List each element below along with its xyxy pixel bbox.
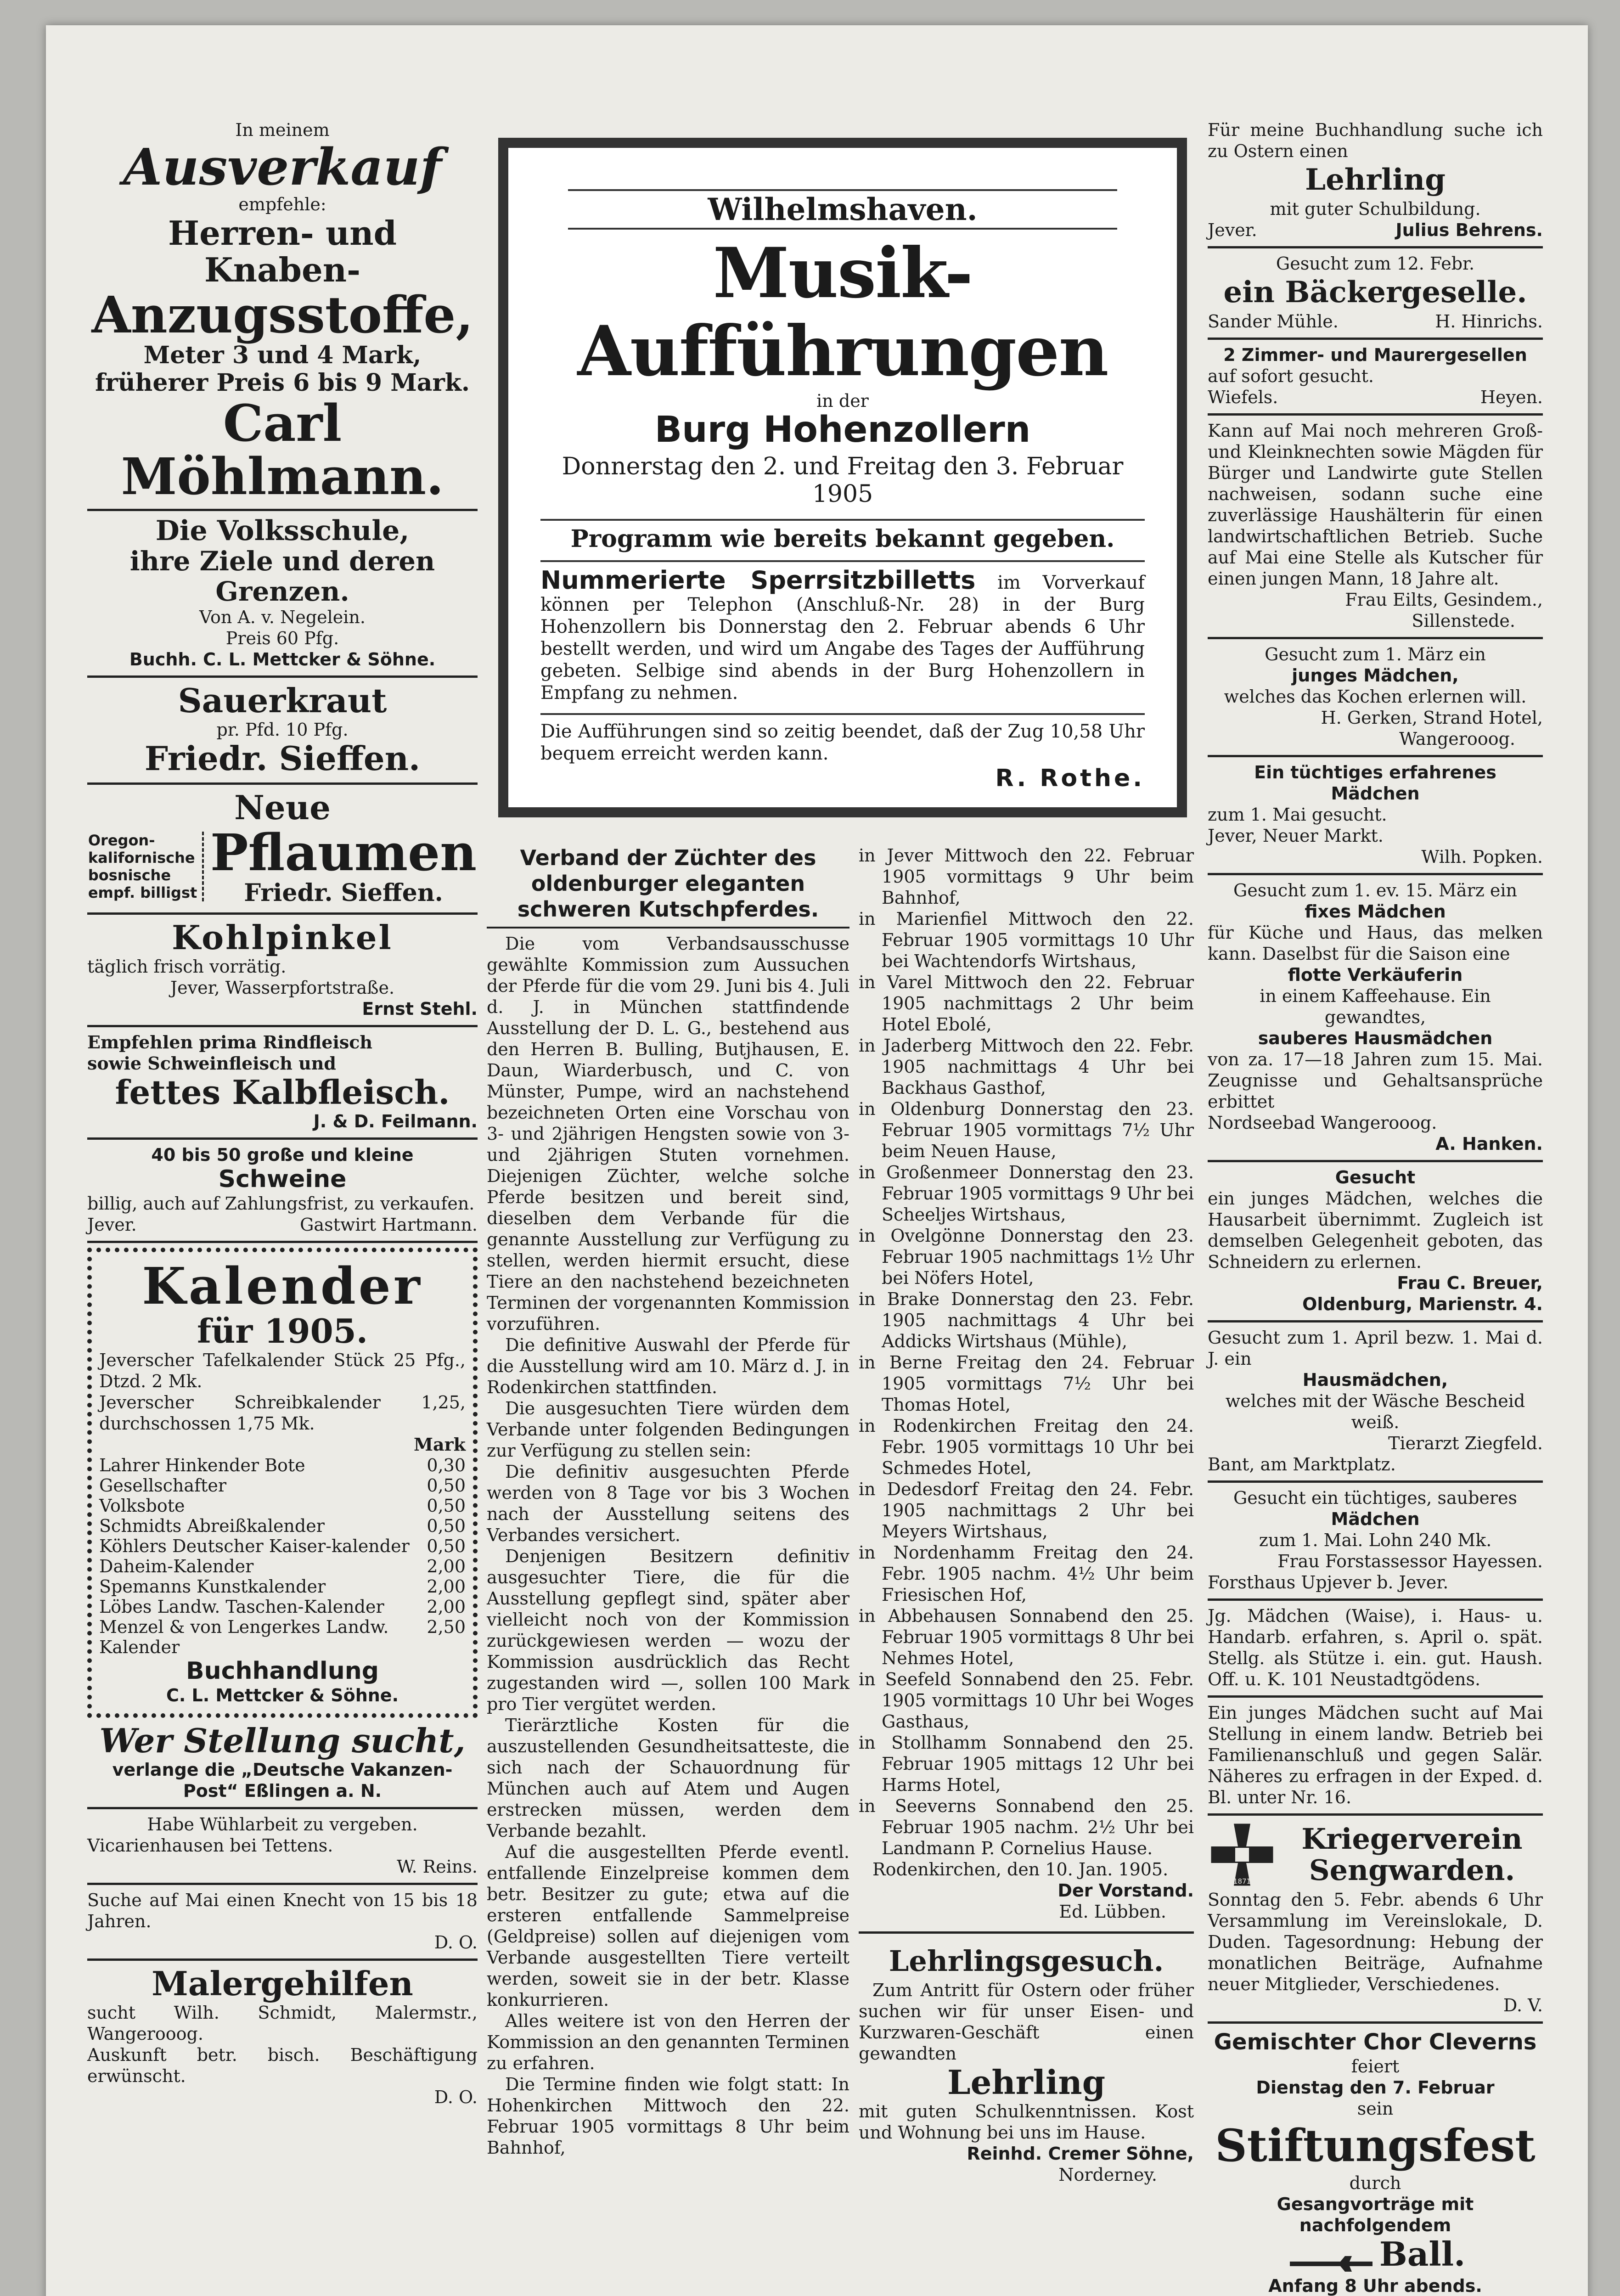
termin-item: in Varel Mittwoch den 22. Februar 1905 nachmittags 2 Uhr beim Hotel Ebolé, xyxy=(859,972,1194,1035)
ad-headline: Anzugsstoffe, xyxy=(91,285,473,344)
ad-advertiser: D. V. xyxy=(1503,1995,1543,2015)
ad-chor xyxy=(1208,2024,1543,2296)
column-right xyxy=(1208,115,1543,2296)
ad-place: Jever. xyxy=(87,1215,137,1235)
termin-item: in Großenmeer Donnerstag den 23. Februar 1905 vormittags 9 Uhr bei Scheeljes Wirtshaus, xyxy=(859,1162,1194,1225)
ad-headline: Musik-Aufführungen xyxy=(577,233,1108,392)
ad-stellung xyxy=(87,1718,478,1809)
ad-musik-auffuehrungen xyxy=(498,138,1187,817)
ad-text: Programm wie bereits bekannt gegeben. xyxy=(570,525,1115,553)
termin-item: in Brake Donnerstag den 23. Febr. 1905 nachmittags 4 Uhr bei Addicks Wirtshaus (Mühle), xyxy=(859,1289,1194,1351)
ad-text: Dienstag den 7. Februar xyxy=(1256,2077,1495,2098)
ad-headline: Stiftungsfest xyxy=(1215,2120,1536,2172)
ad-maurer xyxy=(1208,340,1543,416)
article-paragraph: Tierärztliche Kosten für die auszustellenden Gesundheitsatteste, die sich nach der Schauordnung für München auch auf Atem und Augen erstrecken müssen, werden dem Verbande bezahlt. xyxy=(487,1715,849,1841)
ad-headline: für 1905. xyxy=(197,1311,368,1351)
ad-advertiser: W. Reins. xyxy=(397,1857,478,1877)
ad-text: Preis 60 Pfg. xyxy=(225,628,339,648)
ad-advertiser: Reinhd. Cremer Söhne, xyxy=(967,2144,1194,2164)
calendar-name: Löbes Landw. Taschen-Kalender xyxy=(99,1597,384,1617)
calendar-name: Gesellschafter xyxy=(99,1475,227,1496)
termin-item: in Seefeld Sonnabend den 25. Febr. 1905 vormittags 10 Uhr bei Woges Gasthaus, xyxy=(859,1669,1194,1732)
ad-text: von za. 17—18 Jahren zum 15. Mai. Zeugnisse und Gehaltsansprüche erbittet xyxy=(1208,1049,1543,1112)
ad-text: welches das Kochen erlernen will. xyxy=(1224,687,1527,707)
article-title: Verband der Züchter des oldenburger eleganten schweren Kutschpferdes. xyxy=(487,845,849,929)
termin-item: in Rodenkirchen Freitag den 24. Febr. 1905 vormittags 10 Uhr bei Schmedes Hotel, xyxy=(859,1416,1194,1478)
ad-text: Auskunft betr. bisch. Beschäftigung erwünscht. xyxy=(87,2045,478,2086)
termine-list xyxy=(859,845,1194,1859)
ad-advertiser: J. & D. Feilmann. xyxy=(313,1111,478,1131)
ad-text: pr. Pfd. 10 Pfg. xyxy=(216,720,349,740)
termin-item: in Abbehausen Sonnabend den 25. Februar 1905 vormittags 8 Uhr bei Nehmes Hotel, xyxy=(859,1606,1194,1668)
ad-text: ein junges Mädchen, welches die Hausarbeit übernimmt. Zugleich ist demselben Gelegenheit geboten, das Schneidern zu erlernen. xyxy=(1208,1188,1543,1272)
ad-venue: Burg Hohenzollern xyxy=(654,409,1031,450)
ad-text: Anfang 8 Uhr abends. xyxy=(1268,2275,1482,2296)
ad-text: Die Aufführungen sind so zeitig beendet, daß der Zug 10,58 Uhr bequem erreicht werden kann. xyxy=(540,721,1145,764)
ad-knecht xyxy=(87,1885,478,1961)
ad-lehrlingsgesuch xyxy=(859,1943,1194,2185)
ad-place: Bant, am Marktplatz. xyxy=(1208,1454,1396,1474)
ad-place: Sillenstede. xyxy=(1412,611,1515,631)
ad-text: im Vorverkauf können per Telephon (Anschluß-Nr. 28) in der Burg Hohenzollern bis Donnerstag den 2. Februar abends 6 Uhr bestellt werden, und wird um Angabe des Tages der Aufführung gebeten. Selbige sind abends in der Burg Hohenzollern in Empfang zu nehmen. xyxy=(540,572,1145,703)
ad-text: Suche auf Mai einen Knecht von 15 bis 18 Jahren. xyxy=(87,1890,478,1931)
termin-item: in Jever Mittwoch den 22. Februar 1905 vormittags 9 Uhr beim Bahnhof, xyxy=(859,845,1194,908)
article-paragraph: Die Termine finden wie folgt statt: In Hohenkirchen Mittwoch den 22. Februar 1905 vormittags 8 Uhr beim Bahnhof, xyxy=(487,2074,849,2158)
ad-text: empfehle: xyxy=(238,194,326,214)
column-left xyxy=(87,115,478,2113)
ad-text: Gesucht zum 1. April bezw. 1. Mai d. J. ein xyxy=(1208,1328,1543,1369)
calendar-price: 0,50 xyxy=(427,1536,466,1556)
ad-text: 40 bis 50 große und kleine xyxy=(151,1145,414,1165)
calendar-item xyxy=(99,1597,466,1617)
ad-headline: Ausverkauf xyxy=(123,137,442,197)
calendar-price-list xyxy=(99,1455,466,1657)
ad-place: Jever. xyxy=(1208,220,1257,240)
ad-text: Gesucht ein tüchtiges, sauberes xyxy=(1233,1488,1518,1508)
calendar-name: Daheim-Kalender xyxy=(99,1556,254,1576)
ad-text: Jever, Neuer Markt. xyxy=(1208,826,1384,846)
ad-text: mit guten Schulkenntnissen. Kost und Wohnung bei uns im Hause. xyxy=(859,2101,1194,2143)
ad-ziegfeld xyxy=(1208,1322,1543,1483)
ad-headline: fettes Kalbfleisch. xyxy=(115,1073,450,1112)
ad-text: Gesucht zum 12. Febr. xyxy=(1276,253,1475,274)
ad-headline: flotte Verkäuferin xyxy=(1288,965,1463,985)
ad-headline: Die Volksschule, xyxy=(155,515,410,547)
ad-headline: Ball. xyxy=(1379,2234,1466,2273)
ad-advertiser: Buchhandlung xyxy=(186,1657,379,1685)
ad-text: Ein junges Mädchen sucht auf Mai Stellung in einem landw. Betrieb bei Familienanschluß und gegen Salär. Näheres zu erfragen in der Exped. d. Bl. unter Nr. 16. xyxy=(1208,1703,1543,1807)
ad-rindfleisch xyxy=(87,1027,478,1140)
ad-sauerkraut xyxy=(87,678,478,785)
calendar-name: Schmidts Abreißkalender xyxy=(99,1516,325,1536)
ad-city: Wilhelmshaven. xyxy=(568,189,1117,230)
ad-text: auf sofort gesucht. xyxy=(1208,366,1374,386)
ad-subheadline: Nummerierte Sperrsitzbilletts xyxy=(540,566,976,595)
calendar-name: Menzel & von Lengerkes Landw. Kalender xyxy=(99,1617,389,1657)
ad-text: täglich frisch vorrätig. xyxy=(87,957,287,977)
article-paragraph: Die definitive Auswahl der Pferde für die Ausstellung wird am 10. März d. J. in Rodenkirchen stattfinden. xyxy=(487,1335,849,1397)
ad-text: Oregon-kalifornische bosnische empf. billigst xyxy=(88,832,204,901)
ad-place: Wiefels. xyxy=(1208,387,1278,407)
ad-schweine xyxy=(87,1140,478,1243)
termin-item: in Seeverns Sonnabend den 25. Februar 1905 nachm. 2½ Uhr bei Landmann P. Cornelius Hause. xyxy=(859,1796,1194,1858)
termin-item: in Ovelgönne Donnerstag den 23. Februar 1905 nachmittags 1½ Uhr bei Nöfers Hotel, xyxy=(859,1226,1194,1288)
termin-item: in Stollhamm Sonnabend den 25. Februar 1905 mittags 12 Uhr bei Harms Hotel, xyxy=(859,1733,1194,1795)
ad-intro: In meinem xyxy=(235,120,330,140)
ad-text: zum 1. Mai. Lohn 240 Mk. xyxy=(1259,1530,1492,1550)
ad-baecker xyxy=(1208,248,1543,340)
ad-advertiser: H. Gerken, Strand Hotel, xyxy=(1321,708,1543,728)
ad-text: mit guter Schulbildung. xyxy=(1270,199,1481,219)
pointing-hand-icon xyxy=(1285,2252,1377,2275)
ad-text: sein xyxy=(1357,2099,1394,2119)
ad-headline: Malergehilfen xyxy=(152,1964,413,2003)
calendar-price: 2,00 xyxy=(427,1556,466,1576)
ad-advertiser: H. Hinrichs. xyxy=(1435,311,1543,332)
ad-advertiser: Frau Eilts, Gesindem., xyxy=(1345,590,1543,610)
ad-place: Sander Mühle. xyxy=(1208,311,1339,332)
article-paragraph: Die vom Verbandsausschusse gewählte Kommission zum Aussuchen der Pferde für die vom 29. Juni bis 4. Juli d. J. in München stattfindende Ausstellung der D. L. G., bestehend aus den Herren B. Bulling, Butjhausen, E. Daun, Wiarderbusch, und C. von Münster, Pumpe, wird an nachstehend bezeichneten Orten eine Vorschau von 3- und 2jährigen Hengsten sowie von 3- und 2jährigen Stuten vornehmen. Diejenigen Züchter, welche solche Pferde besitzen und bereit sind, dieselben dem Verbande für die genannte Ausstellung zur Verfügung zu stellen, werden hiermit ersucht, diese Tiere an den nachstehend bezeichneten Terminen der vorgenannten Kommission vorzuführen. xyxy=(487,934,849,1334)
ad-place: Norderney. xyxy=(1058,2165,1157,2185)
ad-breuer xyxy=(1208,1162,1543,1322)
ad-headline: Lehrling xyxy=(1305,163,1446,197)
article-paragraph: Auf die ausgestellten Pferde eventl. entfallende Einzelpreise kommen dem betr. Besitzer zu gute; etwa auf die ersteren entfallende Sammelpreise (Geldpreise) sollen auf diejenigen vom Verbande ausgestellten Tiere verteilt werden, soweit sie in der betr. Klasse konkurrieren. xyxy=(487,1842,849,2010)
termin-item: in Dedesdorf Freitag den 24. Febr. 1905 nachmittags 2 Uhr bei Meyers Wirtshaus, xyxy=(859,1479,1194,1542)
ad-advertiser: Wilh. Popken. xyxy=(1421,847,1543,867)
ad-landw xyxy=(1208,1698,1543,1816)
ad-text: in der xyxy=(816,391,869,411)
ad-advertiser: Ernst Stehl. xyxy=(362,999,478,1019)
calendar-item xyxy=(99,1617,466,1657)
calendar-name: Köhlers Deutscher Kaiser-kalender xyxy=(99,1536,410,1556)
ad-text: welches mit der Wäsche Bescheid weiß. xyxy=(1225,1391,1525,1432)
ad-advertiser: Julius Behrens. xyxy=(1395,220,1543,240)
ad-text: Gesucht zum 1. ev. 15. März ein xyxy=(1233,880,1517,900)
ad-advertiser: Gastwirt Hartmann. xyxy=(300,1215,478,1235)
article-signature: Der Vorstand. xyxy=(1058,1880,1194,1901)
ad-dates: Donnerstag den 2. und Freitag den 3. Februar 1905 xyxy=(562,453,1124,508)
calendar-item xyxy=(99,1496,466,1516)
ad-headline: Ein tüchtiges erfahrenes Mädchen xyxy=(1254,762,1496,804)
ad-text: Kann auf Mai noch mehreren Groß- und Kleinknechten sowie Mägden für Bürger und Landwirte gute Stellen nachweisen, sodann suche eine zuverlässige Haushälterin für einen landwirtschaftlichen Betrieb. Suche auf Mai eine Stelle als Kutscher für einen jungen Mann, 18 Jahre alt. xyxy=(1208,421,1543,589)
termin-item: in Berne Freitag den 24. Februar 1905 vormittags 7½ Uhr bei Thomas Hotel, xyxy=(859,1352,1194,1415)
article-date: Rodenkirchen, den 10. Jan. 1905. xyxy=(872,1859,1169,1880)
ad-headline: Pflaumen xyxy=(210,823,477,882)
ad-text: feiert xyxy=(1351,2056,1400,2077)
calendar-price: 0,50 xyxy=(427,1516,466,1536)
ad-place: Wangerooog. xyxy=(1399,729,1515,749)
ad-text: Von A. v. Negelein. xyxy=(199,607,366,627)
calendar-price: 0,30 xyxy=(427,1455,466,1475)
ad-hanken xyxy=(1208,875,1543,1162)
ad-advertiser: Buchh. C. L. Mettcker & Söhne. xyxy=(129,649,436,670)
ad-place: Forsthaus Upjever b. Jever. xyxy=(1208,1572,1449,1593)
calendar-price: 2,50 xyxy=(427,1617,466,1637)
ad-advertiser: A. Hanken. xyxy=(1435,1134,1543,1154)
ad-headline: 2 Zimmer- und Maurergesellen xyxy=(1223,345,1527,365)
ad-headline: ein Bäckergeselle. xyxy=(1223,275,1527,310)
ad-wuehlarbeit xyxy=(87,1809,478,1885)
ad-headline: Kriegerverein xyxy=(1301,1822,1523,1856)
price-header: Mark xyxy=(413,1434,466,1455)
verband-column-1 xyxy=(487,845,849,2158)
ad-headline: Kohlpinkel xyxy=(172,918,393,957)
ad-behrens xyxy=(1208,115,1543,248)
calendar-item xyxy=(99,1556,466,1576)
ad-advertiser: D. O. xyxy=(434,1932,478,1953)
ad-text: Jg. Mädchen (Waise), i. Haus- u. Handarb. erfahren, s. April o. spät. Stellg. als Stütze i. ein. gut. Haush. Off. u. K. 101 Neustadtgödens. xyxy=(1208,1606,1543,1689)
ad-headline: Kalender xyxy=(142,1256,423,1316)
ad-popken xyxy=(1208,757,1543,875)
article-signature: Ed. Lübben. xyxy=(1059,1902,1166,1922)
ad-headline: ihre Ziele und deren Grenzen. xyxy=(129,546,435,607)
ad-text: Gesangvorträge mit nachfolgendem xyxy=(1277,2194,1474,2235)
calendar-price: 2,00 xyxy=(427,1597,466,1617)
calendar-item xyxy=(99,1576,466,1597)
ad-volksschule xyxy=(87,511,478,678)
ad-headline: Lehrlingsgesuch. xyxy=(889,1944,1164,1978)
ad-headline: fixes Mädchen xyxy=(1305,901,1446,922)
ad-kriegerverein xyxy=(1208,1816,1543,2024)
ad-kalender xyxy=(87,1248,478,1718)
ad-headline: sauberes Hausmädchen xyxy=(1258,1028,1493,1048)
ad-advertiser: Friedr. Sieffen. xyxy=(244,879,443,907)
ad-headline: Hausmädchen, xyxy=(1302,1370,1448,1390)
ad-text: Jever, Wasserpfortstraße. xyxy=(170,978,395,998)
ad-text: Für meine Buchhandlung suche ich zu Ostern einen xyxy=(1208,120,1543,161)
ad-advertiser: Friedr. Sieffen. xyxy=(144,739,421,778)
ad-headline: Wer Stellung sucht, xyxy=(99,1721,466,1760)
ad-waise xyxy=(1208,1601,1543,1698)
ad-headline: junges Mädchen, xyxy=(1292,665,1459,686)
ad-pflaumen xyxy=(87,785,478,915)
ad-text: durch xyxy=(1349,2173,1401,2193)
calendar-item xyxy=(99,1475,466,1496)
ad-text: Herren- und Knaben- xyxy=(168,214,397,289)
ad-text: Vicarienhausen bei Tettens. xyxy=(87,1835,333,1856)
termin-item: in Nordenhamm Freitag den 24. Febr. 1905 nachm. 4½ Uhr beim Friesischen Hof, xyxy=(859,1542,1194,1605)
ad-text: Empfehlen prima Rindfleisch xyxy=(87,1032,373,1052)
ad-maler xyxy=(87,1961,478,2113)
ad-gerken xyxy=(1208,639,1543,757)
article-paragraph: Die ausgesuchten Tiere würden dem Verbande unter folgenden Bedingungen zur Verfügung zu stellen sein: xyxy=(487,1398,849,1461)
ad-text: früherer Preis 6 bis 9 Mark. xyxy=(95,369,470,397)
ad-kohlpinkel xyxy=(87,915,478,1027)
ad-text: Meter 3 und 4 Mark, xyxy=(143,341,422,369)
article-paragraph: Denjenigen Besitzern definitiv ausgesuchter Tiere, die für die Ausstellung gepflegt sind, später aber vielleicht noch von der Kommission zurückgewiesen werden — wozu der Kommission ausdrücklich das Recht zugestanden wird —, sollen 100 Mark pro Tier vergütet werden. xyxy=(487,1546,849,1714)
ad-advertiser: Heyen. xyxy=(1480,387,1543,407)
calendar-name: Lahrer Hinkender Bote xyxy=(99,1455,305,1475)
iron-cross-icon xyxy=(1208,1820,1277,1889)
calendar-price: 2,00 xyxy=(427,1576,466,1597)
calendar-name: Volksbote xyxy=(99,1496,185,1516)
ad-headline: Sengwarden. xyxy=(1309,1853,1515,1887)
ad-text: sowie Schweinfleisch und xyxy=(87,1053,336,1074)
calendar-item xyxy=(99,1455,466,1475)
ad-advertiser: Frau C. Breuer, xyxy=(1397,1273,1543,1293)
ad-headline: Sauerkraut xyxy=(178,681,387,720)
ad-text: zum 1. Mai gesucht. xyxy=(1208,805,1387,825)
ad-text: Sonntag den 5. Febr. abends 6 Uhr Versammlung im Vereinslokale, D. Duden. Tagesordnung: Hebung der monatlichen Beiträge, Aufnahme neuer Mitglieder, Verschiedenes. xyxy=(1208,1890,1543,1994)
ad-eilts xyxy=(1208,416,1543,639)
ad-text: Habe Wühlarbeit zu vergeben. xyxy=(147,1814,418,1835)
ad-headline: Gemischter Chor Cleverns xyxy=(1214,2029,1537,2055)
ad-headline: Neue xyxy=(234,788,331,827)
ad-text: sucht Wilh. Schmidt, Malermstr., Wangerooog. xyxy=(87,2003,478,2044)
ad-text: Zum Antritt für Ostern oder früher suchen wir für unser Eisen- und Kurzwaren-Geschäft einen gewandten xyxy=(859,1980,1194,2064)
ad-headline: Lehrling xyxy=(947,2063,1106,2102)
calendar-name: Spemanns Kunstkalender xyxy=(99,1576,326,1597)
ad-text: verlange die „Deutsche Vakanzen-Post“ Eßlingen a. N. xyxy=(112,1760,453,1801)
calendar-item xyxy=(99,1536,466,1556)
ad-text: billig, auch auf Zahlungsfrist, zu verkaufen. xyxy=(87,1193,475,1214)
ad-text: für Küche und Haus, das melken kann. Daselbst für die Saison eine xyxy=(1208,923,1543,964)
ad-headline: Mädchen xyxy=(1331,1509,1420,1529)
ad-text: in einem Kaffeehause. Ein gewandtes, xyxy=(1260,986,1491,1027)
calendar-price: 0,50 xyxy=(427,1496,466,1516)
calendar-item xyxy=(99,1516,466,1536)
ad-advertiser: D. O. xyxy=(434,2087,478,2107)
ad-headline: Schweine xyxy=(218,1165,347,1193)
ad-advertiser: Carl Möhlmann. xyxy=(121,394,444,506)
ad-advertiser: R. Rothe. xyxy=(995,765,1145,792)
termin-item: in Oldenburg Donnerstag den 23. Februar 1905 vormittags 7½ Uhr beim Neuen Hause, xyxy=(859,1099,1194,1161)
ad-text: Jeverscher Tafelkalender Stück 25 Pfg., Dtzd. 2 Mk. xyxy=(99,1350,466,1391)
termin-item: in Jaderberg Mittwoch den 22. Febr. 1905 nachmittags 4 Uhr bei Backhaus Gasthof, xyxy=(859,1035,1194,1098)
cross-year: 1871 xyxy=(1233,1877,1251,1885)
ad-place: Oldenburg, Marienstr. 4. xyxy=(1302,1294,1543,1314)
ad-advertiser: Frau Forstassessor Hayessen. xyxy=(1277,1551,1543,1571)
ad-advertiser: C. L. Mettcker & Söhne. xyxy=(166,1685,399,1705)
ad-place: Nordseebad Wangerooog. xyxy=(1208,1113,1437,1133)
calendar-price: 0,50 xyxy=(427,1475,466,1496)
ad-text: Gesucht zum 1. März ein xyxy=(1265,644,1486,664)
termin-item: in Marienfiel Mittwoch den 22. Februar 1905 vormittags 10 Uhr bei Wachtendorfs Wirtshaus, xyxy=(859,909,1194,971)
ad-text: Jeverscher Schreibkalender 1,25, durchschossen 1,75 Mk. xyxy=(99,1392,466,1434)
ad-hayessen xyxy=(1208,1483,1543,1601)
verband-column-2 xyxy=(859,845,1194,2185)
ad-headline: Gesucht xyxy=(1335,1167,1416,1187)
ad-ausverkauf xyxy=(87,115,478,511)
ad-advertiser: Tierarzt Ziegfeld. xyxy=(1388,1433,1543,1453)
article-paragraph: Die definitiv ausgesuchten Pferde werden von 8 Tage vor bis 3 Wochen nach der Ausstellung seitens des Verbandes versichert. xyxy=(487,1462,849,1545)
article-paragraph: Alles weitere ist von den Herren der Kommission an den genannten Terminen zu erfahren. xyxy=(487,2011,849,2073)
